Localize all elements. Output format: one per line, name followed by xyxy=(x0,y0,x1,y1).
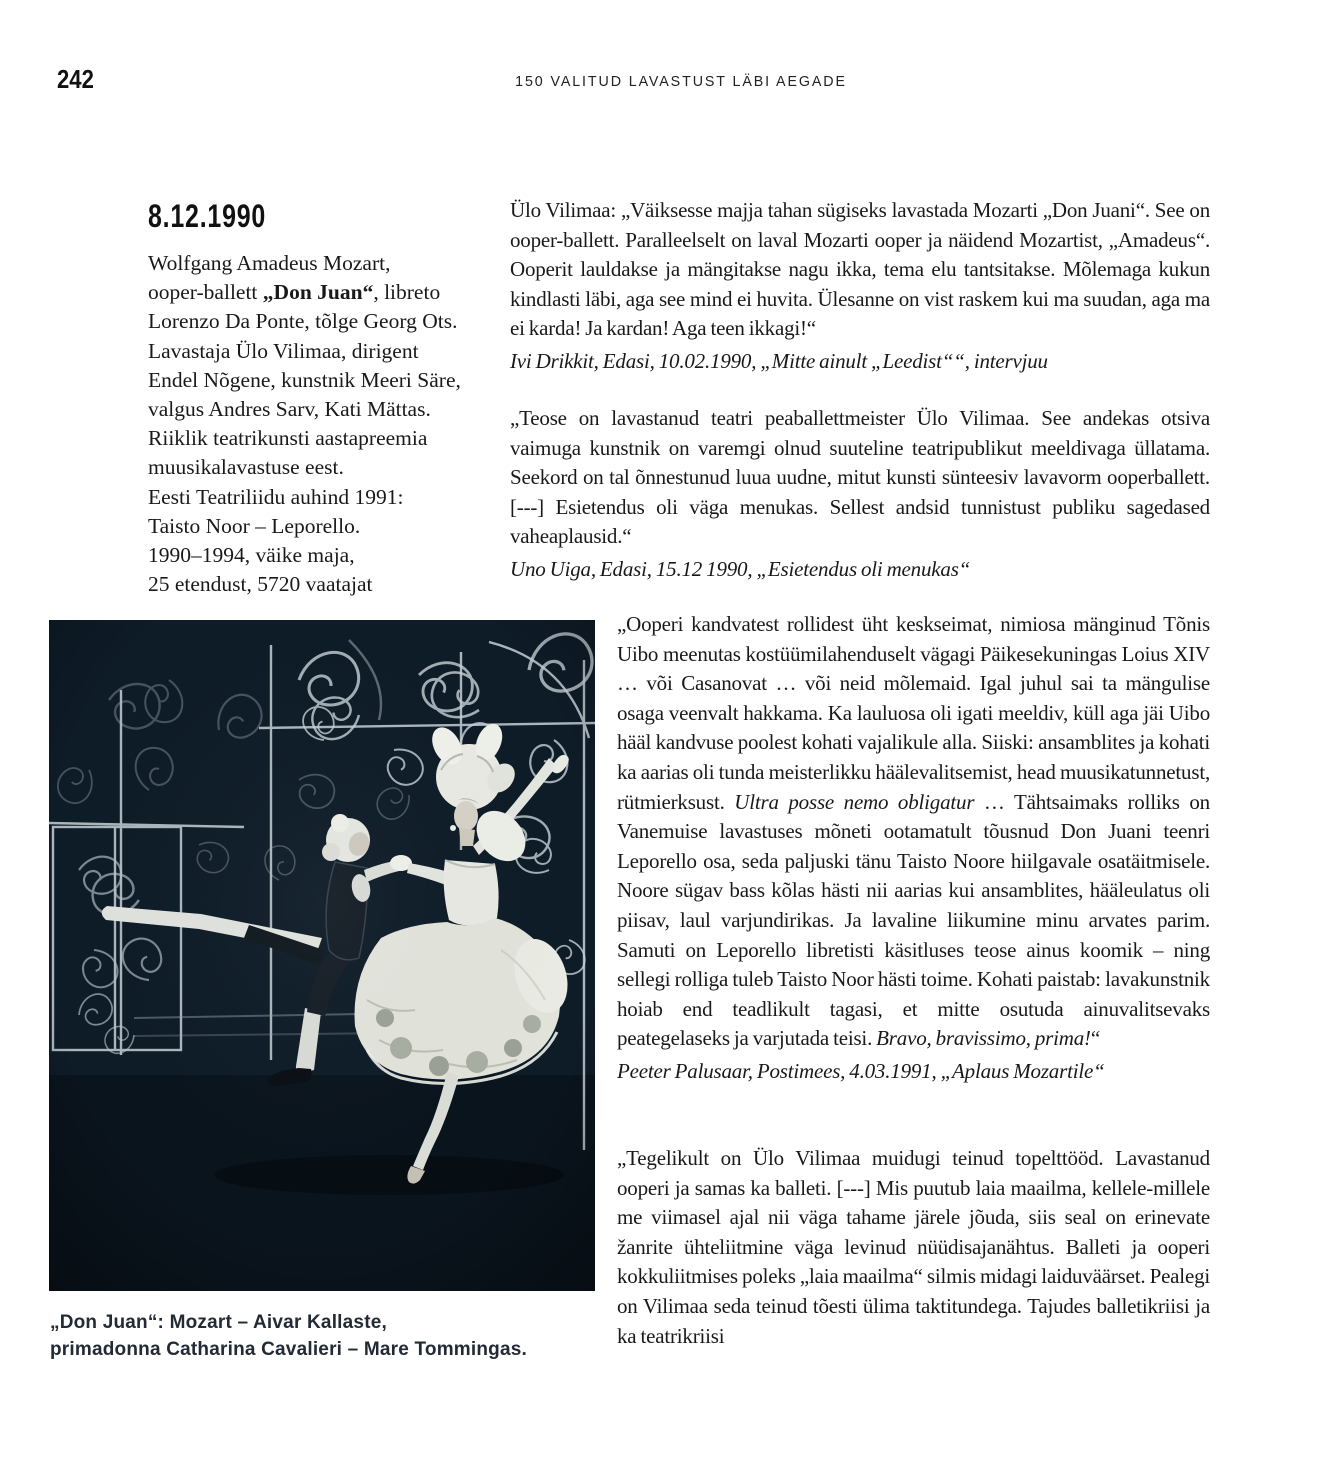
production-date: 8.12.1990 xyxy=(148,198,267,234)
quote-block-continuation xyxy=(617,1144,1210,1351)
running-header: 150 VALITUD LAVASTUST LÄBI AEGADE xyxy=(515,73,847,90)
production-detail-line: valgus Andres Sarv, Kati Mättas. xyxy=(148,397,431,422)
quote-body: „Tegelikult on Ülo Vilimaa muidugi teinud topelttööd. Lavastanud ooperi ja samas ka balleti. [---] Mis puutub laia maailma, kellele-millele me viimasel ajal nii väga tahame järele jõuda, siis seal on erinevate žanrite ühteliitmine väga levinud nüüdisajanähtus. Balleti ja ooperi kokkuliitmises poleks „laia maailma“ silmis midagi laiduväärset. Pealegi on Vilimaa seda teinud tõesti ülima taktitundega. Tajudes balletikriisi ja ka teatrikriisi xyxy=(617,1146,1210,1348)
quote-source: Ivi Drikkit, Edasi, 10.02.1990, „Mitte ainult „Leedist““, intervjuu xyxy=(510,348,1048,373)
production-detail-line: 1990–1994, väike maja, xyxy=(148,543,355,568)
quote-body: „Ooperi kandvatest rollidest üht keskseimat, nimiosa mänginud Tõnis Uibo meenutas kostüümilahenduselt vägagi Päikesekuningas Loius XIV … või Casanovat … või neid mõlemaid. Igal juhul sai ta mängulise osaga veenvalt hakkama. Ka lauluosa oli igati meeldiv, küll aga jäi Uibo hääl kandvuse poolest kohati vajalikule alla. Siiski: ansamblites ja kohati ka aarias oli tunda meisterlikku häälevalitsemist, head muusikatunnetust, rütmierksust. Ultra posse nemo obligatur … Tähtsaimaks rolliks on Vanemuise lavastuses mõneti ootamatult tõusnud Don Juani teenri Leporello osa, seda paljuski tänu Taisto Noore hiilgavale osatäitmisele. Noore sügav bass kõlas hästi nii aarias kui ansamblites, hääleulatus oli piisav, laul varjundirikas. Ja lavaline liikumine minu arvates parim. Samuti on Leporello libretisti käsitluses teose ainus koomik – ning sellegi rolliga tuleb Taisto Noor hästi toime. Kohati paistab: lavakunstnik hoiab end teadlikult tagasi, et mitte osutuda ainuvalitsevaks peategelaseks ja varjutada teisi. Bravo, bravissimo, prima!“ xyxy=(617,612,1210,1051)
production-detail-line: 25 etendust, 5720 vaatajat xyxy=(148,572,373,597)
production-detail-line: Taisto Noor – Leporello. xyxy=(148,513,361,538)
photo-caption xyxy=(50,1310,610,1363)
production-detail-line: Lavastaja Ülo Vilimaa, dirigent xyxy=(148,338,419,363)
production-detail-line: Lorenzo Da Ponte, tõlge Georg Ots. xyxy=(148,309,458,334)
quote-block-interview xyxy=(510,196,1210,377)
production-detail-line: Endel Nõgene, kunstnik Meeri Säre, xyxy=(148,367,461,392)
quote-source: Uno Uiga, Edasi, 15.12 1990, „Esietendus oli menukas“ xyxy=(510,556,971,581)
quote-body: „Teose on lavastanud teatri peaballettmeister Ülo Vilimaa. See andekas otsiva vaimuga kunstnik on varemgi olnud suuteline teatripublikut meeldivaga üllatama. Seekord on tal õnnestunud luua uudne, mitut kunsti sünteesiv lavavorm ooperballett. [---] Esietendus oli väga menukas. Sellest andsid tunnistust publiku sagedased vaheaplausid.“ xyxy=(510,406,1210,549)
page-number: 242 xyxy=(57,64,94,94)
quote-block-postimees-review xyxy=(617,610,1210,1087)
quote-source: Peeter Palusaar, Postimees, 4.03.1991, „Aplaus Mozartile“ xyxy=(617,1058,1105,1083)
production-detail-line: ooper-ballett „Don Juan“, libreto xyxy=(148,280,441,305)
production-info xyxy=(148,198,500,599)
production-detail-line: Riiklik teatrikunsti aastapreemia xyxy=(148,426,428,451)
photo-caption-line: „Don Juan“: Mozart – Aivar Kallaste, xyxy=(50,1312,387,1333)
production-detail-line: muusikalavastuse eest. xyxy=(148,455,344,480)
production-detail-line: Wolfgang Amadeus Mozart, xyxy=(148,251,391,275)
stage-photo-image xyxy=(49,620,595,1291)
photo-caption-line: primadonna Catharina Cavalieri – Mare Tommingas. xyxy=(50,1338,527,1360)
production-details xyxy=(148,249,500,599)
stage-photo xyxy=(49,620,595,1291)
quote-body: Ülo Vilimaa: „Väiksesse majja tahan sügiseks lavastada Mozarti „Don Juani“. See on ooper-ballett. Paralleelselt on laval Mozarti ooper ja näidend Mozartist, „Amadeus“. Ooperit lauldakse ja mängitakse nagu ikka, tema elu tantsitakse. Mõlemaga kukun kindlasti läbi, aga see mind ei huvita. Ülesanne on vist raskem kui ma suudan, aga ma ei karda! Ja kardan! Aga teen ikkagi!“ xyxy=(510,198,1210,341)
quote-block-edasi-review xyxy=(510,404,1210,585)
production-detail-line: Eesti Teatriliidu auhind 1991: xyxy=(148,484,404,509)
